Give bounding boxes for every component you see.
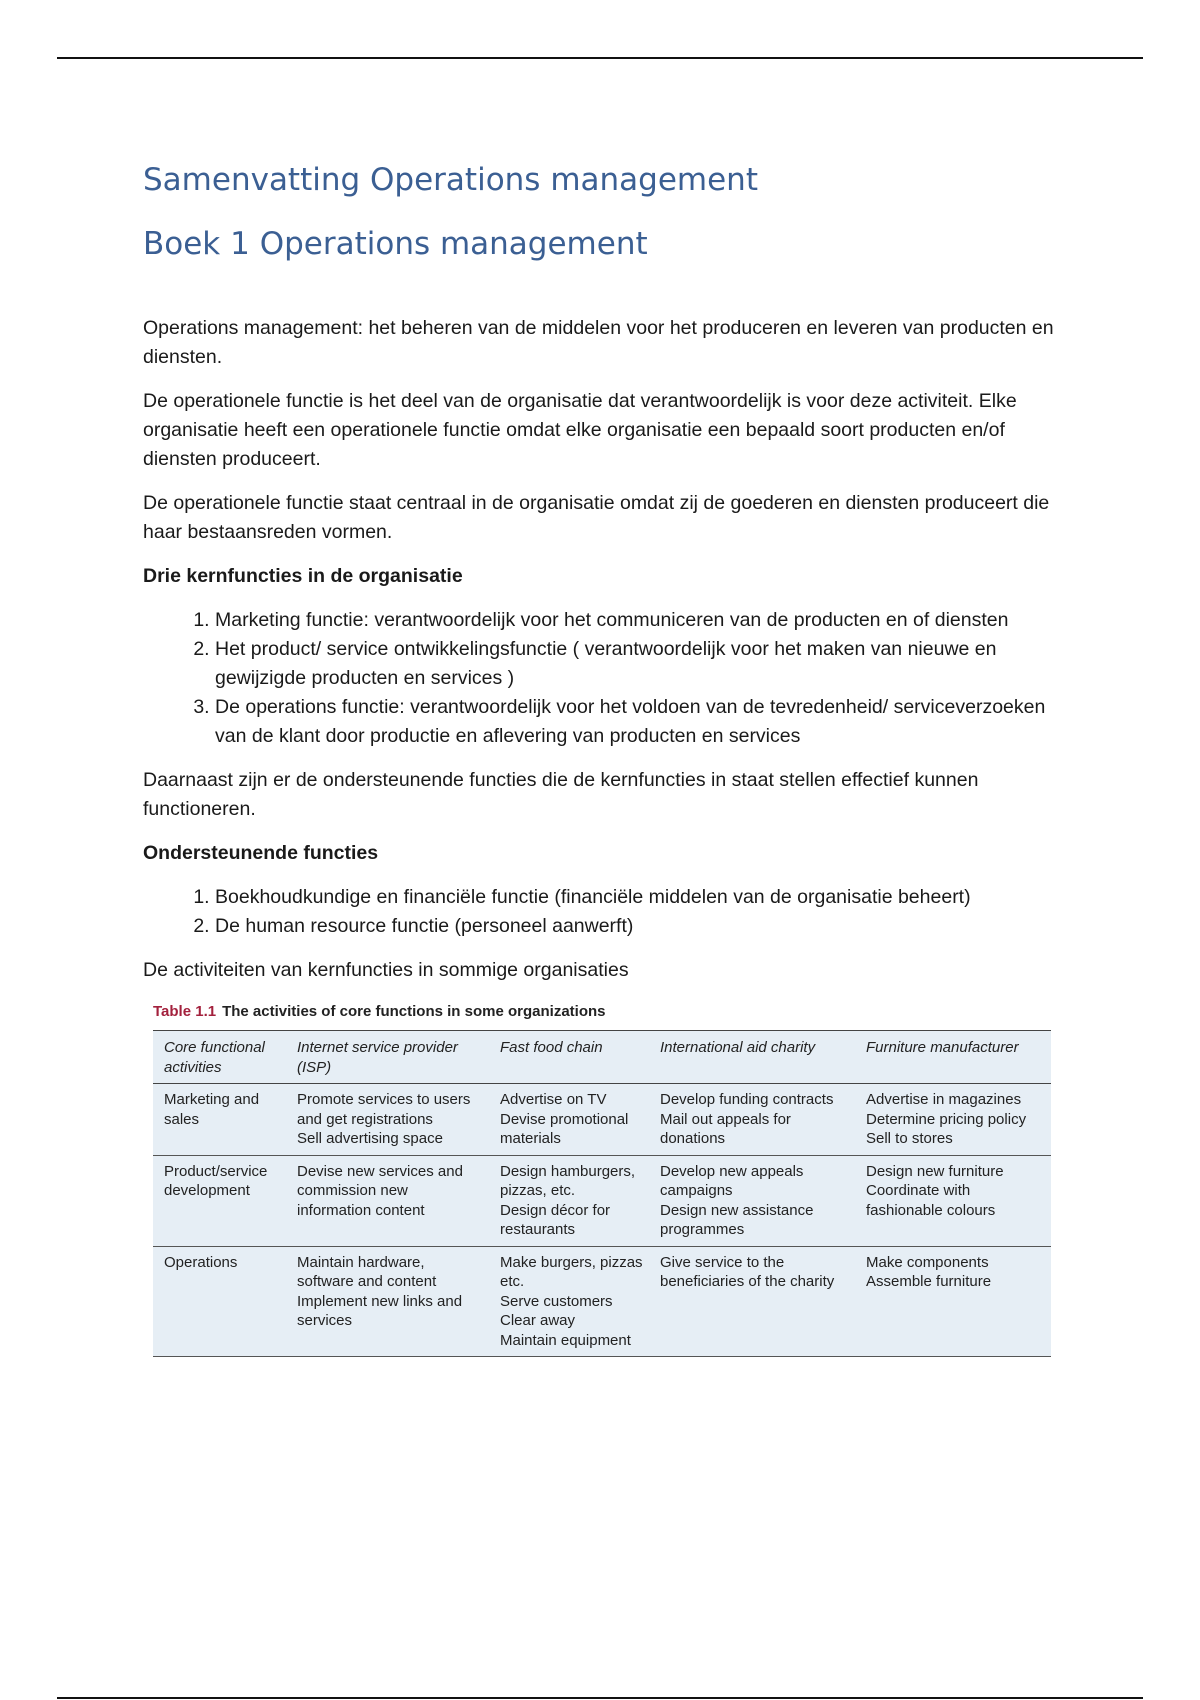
support-functions-list <box>143 883 1063 941</box>
table-cell-line: Make components <box>866 1253 989 1271</box>
paragraph-definition: Operations management: het beheren van de middelen voor het produceren en leveren van producten en diensten. <box>143 317 1054 368</box>
core-functions-heading: Drie kernfuncties in de organisatie <box>143 565 463 587</box>
table-header-cell: Core functional activities <box>153 1031 286 1084</box>
table-cell-line: Design new assistance programmes <box>660 1201 814 1238</box>
table-cell <box>286 1155 489 1246</box>
table-cell-line: Coordinate with fashionable colours <box>866 1182 996 1219</box>
table-cell <box>855 1155 1051 1246</box>
table-cell-line: Determine pricing policy <box>866 1110 1027 1128</box>
core-functions-table <box>153 1030 1051 1357</box>
core-functions-table-figure <box>153 1003 1051 1357</box>
list-item: 3. De operations functie: verantwoordelijk voor het voldoen van de tevredenheid/ serviceverzoeken van de klant door productie en aflevering van producten en services <box>215 693 1063 751</box>
table-row <box>153 1084 1051 1156</box>
table-cell-line: Make burgers, pizzas etc. <box>500 1253 643 1290</box>
table-cell-line: Develop funding contracts <box>660 1091 834 1108</box>
table-cell <box>649 1084 855 1156</box>
table-cell-line: Design décor for restaurants <box>500 1201 611 1238</box>
table-header-cell: Furniture manufacturer <box>855 1031 1051 1084</box>
table-cell-line: Sell advertising space <box>297 1130 443 1147</box>
table-caption-number: Table 1.1 <box>153 1003 217 1020</box>
table-cell <box>153 1155 286 1246</box>
table-cell-line: Design new furniture <box>866 1162 1004 1180</box>
table-cell-line: Maintain equipment <box>500 1331 631 1349</box>
table-cell <box>286 1246 489 1357</box>
table-cell-line: Give service to the beneficiaries of the charity <box>660 1253 835 1290</box>
table-row <box>153 1246 1051 1357</box>
table-cell-line: Marketing and sales <box>164 1091 260 1128</box>
table-cell-line: Assemble furniture <box>866 1273 992 1290</box>
table-caption <box>153 1003 1051 1020</box>
document-title: Samenvatting Operations management <box>143 162 758 198</box>
paragraph-table-intro: De activiteiten van kernfuncties in sommige organisaties <box>143 959 629 981</box>
table-cell-line: Operations <box>164 1253 238 1271</box>
table-cell <box>489 1084 649 1156</box>
table-cell <box>649 1246 855 1357</box>
document-subtitle: Boek 1 Operations management <box>143 226 648 262</box>
paragraph-support-intro: Daarnaast zijn er de ondersteunende functies die de kernfuncties in staat stellen effectief kunnen functioneren. <box>143 769 979 820</box>
table-cell <box>489 1246 649 1357</box>
support-functions-heading: Ondersteunende functies <box>143 842 379 864</box>
table-cell-line: Advertise on TV <box>500 1091 607 1108</box>
table-cell-line: Mail out appeals for donations <box>660 1110 791 1147</box>
table-cell <box>153 1246 286 1357</box>
table-cell-line: Develop new appeals campaigns <box>660 1162 804 1199</box>
table-cell-line: Product/service development <box>164 1162 268 1199</box>
table-cell <box>855 1084 1051 1156</box>
table-header-cell: Fast food chain <box>489 1031 649 1084</box>
table-cell-line: Clear away <box>500 1312 576 1329</box>
table-cell <box>153 1084 286 1156</box>
paragraph-central-role: De operationele functie staat centraal in de organisatie omdat zij de goederen en diensten produceert die haar bestaansreden vormen. <box>143 492 1050 543</box>
table-cell-line: Devise new services and commission new information content <box>297 1162 463 1219</box>
list-item: 2. Het product/ service ontwikkelingsfunctie ( verantwoordelijk voor het maken van nieuwe en gewijzigde producten en services ) <box>215 635 1063 693</box>
table-header-row <box>153 1031 1051 1084</box>
list-item: 1. Marketing functie: verantwoordelijk voor het communiceren van de producten en of diensten <box>215 606 1063 635</box>
table-cell <box>286 1084 489 1156</box>
table-caption-text: The activities of core functions in some organizations <box>222 1003 606 1020</box>
table-cell-line: Implement new links and services <box>297 1292 463 1329</box>
table-cell <box>649 1155 855 1246</box>
document-body <box>143 160 1063 1357</box>
table-cell <box>489 1155 649 1246</box>
table-cell-line: Sell to stores <box>866 1130 953 1147</box>
table-header-cell: International aid charity <box>649 1031 855 1084</box>
table-cell-line: Promote services to users and get registrations <box>297 1091 471 1128</box>
list-item: 1. Boekhoudkundige en financiële functie (financiële middelen van de organisatie beheert) <box>215 883 1063 912</box>
table-cell-line: Design hamburgers, pizzas, etc. <box>500 1162 636 1199</box>
core-functions-list <box>143 606 1063 751</box>
footer-rule <box>57 1697 1143 1699</box>
header-rule <box>57 57 1143 59</box>
paragraph-operational-function: De operationele functie is het deel van de organisatie dat verantwoordelijk is voor deze activiteit. Elke organisatie heeft een operationele functie omdat elke organisatie een bepaald soort producten en/of diensten produceert. <box>143 390 1017 470</box>
table-cell-line: Maintain hardware, software and content <box>297 1253 437 1290</box>
list-item: 2. De human resource functie (personeel aanwerft) <box>215 912 1063 941</box>
table-cell <box>855 1246 1051 1357</box>
table-cell-line: Advertise in magazines <box>866 1091 1022 1108</box>
table-header-cell: Internet service provider (ISP) <box>286 1031 489 1084</box>
table-row <box>153 1155 1051 1246</box>
table-cell-line: Serve customers <box>500 1292 613 1310</box>
table-cell-line: Devise promotional materials <box>500 1110 629 1147</box>
